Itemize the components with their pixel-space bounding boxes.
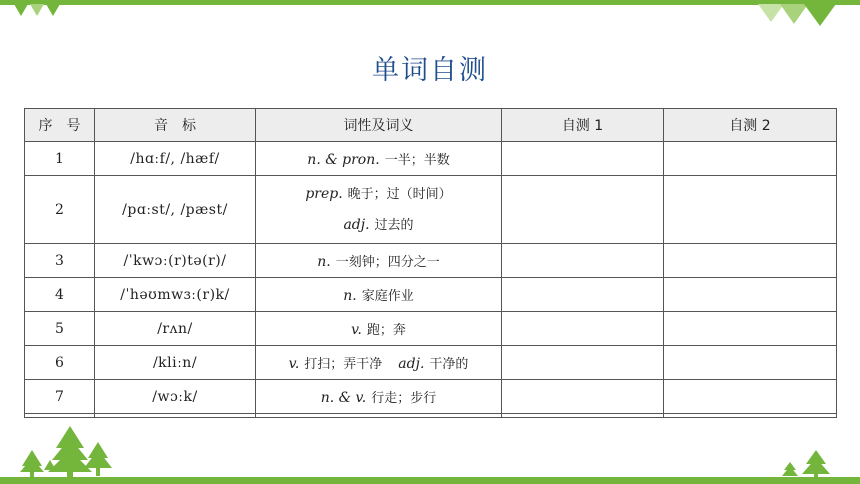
meaning-text: 一刻钟；四分之一: [335, 255, 440, 270]
part-of-speech: n. & v.: [320, 390, 367, 406]
column-header-meaning: 词性及词义: [256, 109, 502, 142]
meaning-text: 晚于；过（时间）: [347, 186, 452, 202]
top-right-triangles-decoration: [758, 4, 838, 26]
continuation-cell: [664, 414, 837, 418]
table-continuation-row: [25, 414, 837, 418]
phonetic-cell: /pɑːst/, /pæst/: [95, 176, 256, 244]
continuation-cell: [502, 414, 664, 418]
part-of-speech: n.: [317, 254, 331, 270]
self-test-1-cell[interactable]: [502, 244, 664, 278]
part-of-speech: v.: [351, 322, 362, 338]
top-accent-bar: [0, 0, 860, 5]
meaning-text: 打扫；弄干净: [304, 357, 383, 372]
part-of-speech: adj.: [398, 356, 425, 372]
meaning-text: 行走；步行: [371, 391, 437, 406]
self-test-1-cell[interactable]: [502, 278, 664, 312]
table-row: [25, 176, 837, 244]
table-row: [25, 380, 837, 414]
continuation-cell: [95, 414, 256, 418]
self-test-1-cell[interactable]: [502, 176, 664, 244]
meaning-text: 跑；奔: [366, 323, 406, 338]
row-number: 7: [25, 380, 95, 414]
meaning-cell: [256, 244, 502, 278]
bottom-accent-bar: [0, 477, 860, 484]
continuation-cell: [256, 414, 502, 418]
table-row: [25, 244, 837, 278]
self-test-2-cell[interactable]: [664, 278, 837, 312]
meaning-text: 过去的: [374, 217, 414, 233]
table-header-row: [25, 109, 837, 142]
row-number: 3: [25, 244, 95, 278]
phonetic-cell: /hɑːf/, /hæf/: [95, 142, 256, 176]
row-number: 5: [25, 312, 95, 346]
meaning-cell: [256, 380, 502, 414]
self-test-1-cell[interactable]: [502, 142, 664, 176]
part-of-speech: adj.: [343, 216, 370, 233]
continuation-cell: [25, 414, 95, 418]
part-of-speech: v.: [288, 356, 300, 372]
part-of-speech: n.: [343, 288, 357, 304]
page-title: 单词自测: [372, 55, 488, 86]
meaning-text: 干净的: [429, 357, 469, 372]
row-number: 1: [25, 142, 95, 176]
meaning-line: [256, 179, 501, 210]
pine-trees-right-decoration: [780, 448, 840, 478]
self-test-2-cell[interactable]: [664, 346, 837, 380]
meaning-cell: [256, 142, 502, 176]
self-test-2-cell[interactable]: [664, 312, 837, 346]
part-of-speech: n. & pron.: [307, 152, 380, 168]
row-number: 2: [25, 176, 95, 244]
row-number: 4: [25, 278, 95, 312]
table-row: [25, 346, 837, 380]
phonetic-cell: /ˈhəʊmwɜː(r)k/: [95, 278, 256, 312]
table-row: [25, 312, 837, 346]
self-test-2-cell[interactable]: [664, 142, 837, 176]
column-header-number: 序 号: [25, 109, 95, 142]
self-test-1-cell[interactable]: [502, 346, 664, 380]
meaning-cell: [256, 312, 502, 346]
phonetic-cell: /wɔːk/: [95, 380, 256, 414]
part-of-speech: prep.: [305, 185, 343, 202]
self-test-2-cell[interactable]: [664, 176, 837, 244]
self-test-2-cell[interactable]: [664, 244, 837, 278]
meaning-text: 家庭作业: [361, 289, 414, 304]
column-header-phonetic: 音 标: [95, 109, 256, 142]
top-left-triangles-decoration: [14, 4, 64, 18]
table-row: [25, 278, 837, 312]
column-header-test-1: 自测 1: [502, 109, 664, 142]
pine-trees-left-decoration: [18, 420, 118, 478]
meaning-line: [256, 210, 501, 241]
table-row: [25, 142, 837, 176]
self-test-2-cell[interactable]: [664, 380, 837, 414]
phonetic-cell: /kliːn/: [95, 346, 256, 380]
meaning-cell: [256, 278, 502, 312]
phonetic-cell: /ˈkwɔː(r)tə(r)/: [95, 244, 256, 278]
vocabulary-table: [24, 108, 837, 418]
meaning-cell: [256, 176, 502, 244]
self-test-1-cell[interactable]: [502, 312, 664, 346]
column-header-test-2: 自测 2: [664, 109, 837, 142]
meaning-cell: [256, 346, 502, 380]
self-test-1-cell[interactable]: [502, 380, 664, 414]
meaning-text: 一半；半数: [384, 153, 450, 168]
phonetic-cell: /rʌn/: [95, 312, 256, 346]
row-number: 6: [25, 346, 95, 380]
